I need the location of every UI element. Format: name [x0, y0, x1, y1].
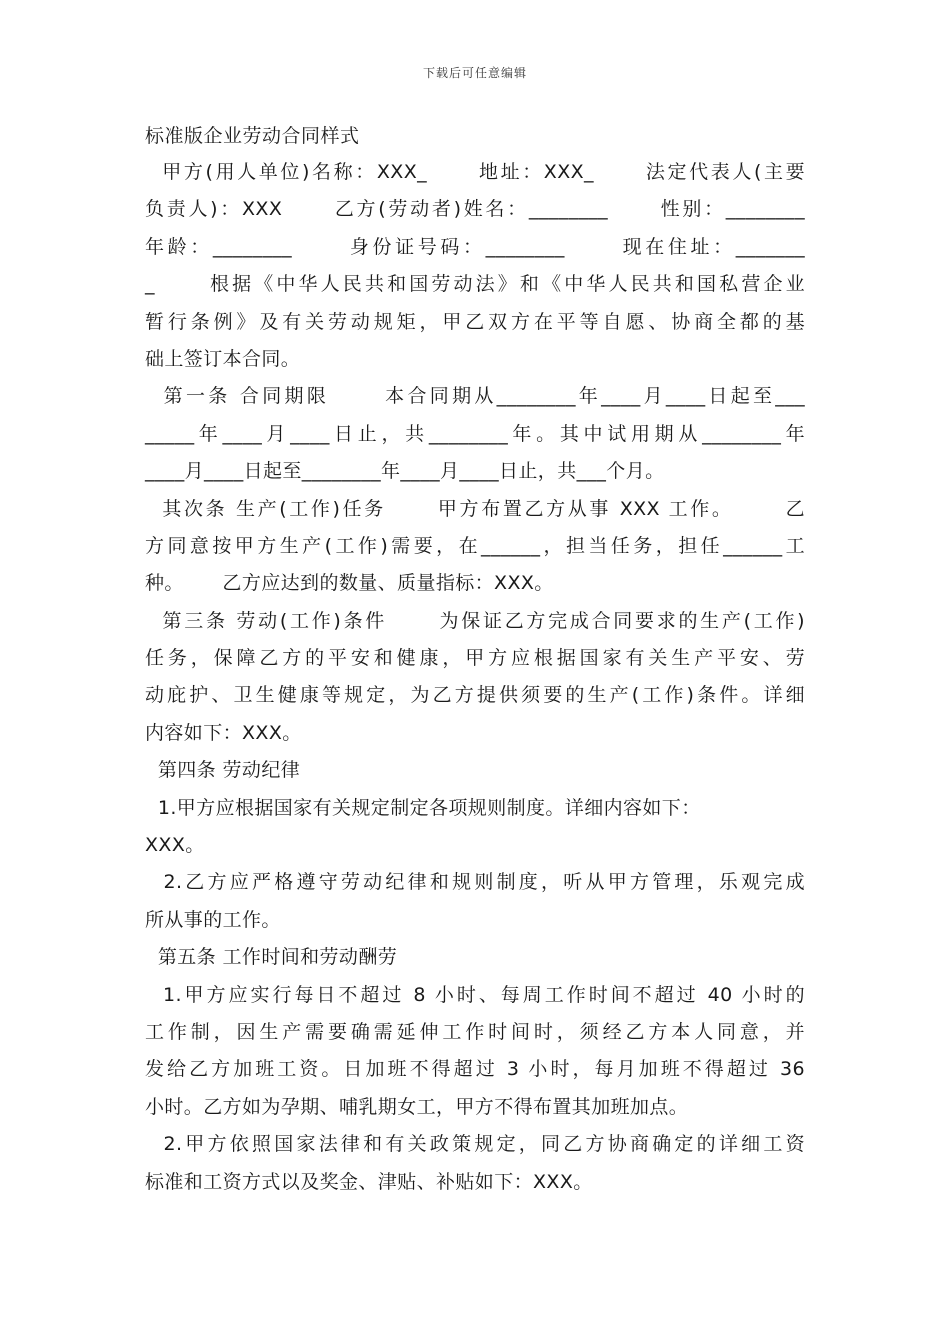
- contract-body: [145, 154, 805, 1201]
- text-line: _____年____月____日止，共________年。其中试用期从________年: [145, 422, 805, 445]
- text-line: 内容如下：XXX。: [145, 721, 302, 744]
- text-line: _ 根据《中华人民共和国劳动法》和《中华人民共和国私营企业: [145, 273, 805, 296]
- text-line: ____月____日起至________年____月____日止，共___个月。: [145, 460, 665, 483]
- text-line: 第五条 工作时间和劳动酬劳: [145, 946, 398, 969]
- document-title: 标准版企业劳动合同样式: [145, 125, 360, 147]
- text-line: 工作制，因生产需要确需延伸工作时间时，须经乙方本人同意，并: [145, 1020, 805, 1043]
- text-line: 小时。乙方如为孕期、哺乳期女工，甲方不得布置其加班加点。: [145, 1095, 689, 1118]
- text-line: 1.甲方应实行每日不超过 8 小时、每周工作时间不超过 40 小时的: [145, 983, 805, 1006]
- text-line: 所从事的工作。: [145, 908, 281, 931]
- text-line: 其次条 生产(工作)任务 甲方布置乙方从事 XXX 工作。 乙: [145, 497, 805, 520]
- text-line: 1.甲方应根据国家有关规定制定各项规则制度。详细内容如下：: [145, 796, 701, 819]
- text-line: 第三条 劳动(工作)条件 为保证乙方完成合同要求的生产(工作): [145, 609, 805, 632]
- text-line: 2.乙方应严格遵守劳动纪律和规则制度，听从甲方管理，乐观完成: [145, 871, 805, 894]
- text-line: 动庇护、卫生健康等规定，为乙方提供须要的生产(工作)条件。详细: [145, 684, 805, 707]
- header-note: 下载后可任意编辑: [422, 66, 527, 80]
- text-line: 负责人)：XXX 乙方(劳动者)姓名：________ 性别：________: [145, 198, 805, 221]
- text-line: 发给乙方加班工资。日加班不得超过 3 小时，每月加班不得超过 36: [145, 1058, 805, 1081]
- text-line: 第四条 劳动纪律: [145, 759, 301, 782]
- text-line: XXX。: [145, 834, 205, 857]
- text-line: 方同意按甲方生产(工作)需要，在______，担当任务，担任______工: [145, 534, 805, 557]
- text-line: 种。 乙方应达到的数量、质量指标：XXX。: [145, 572, 554, 595]
- text-line: 础上签订本合同。: [145, 347, 301, 370]
- text-line: 2.甲方依照国家法律和有关政策规定，同乙方协商确定的详细工资: [145, 1133, 805, 1156]
- text-line: 标准和工资方式以及奖金、津贴、补贴如下：XXX。: [145, 1170, 593, 1193]
- text-line: 任务，保障乙方的平安和健康，甲方应根据国家有关生产平安、劳: [145, 647, 805, 670]
- text-line: 甲方(用人单位)名称：XXX_ 地址：XXX_ 法定代表人(主要: [145, 161, 805, 183]
- text-line: 第一条 合同期限 本合同期从________年____月____日起至___: [145, 385, 805, 408]
- text-line: 暂行条例》及有关劳动规矩，甲乙双方在平等自愿、协商全都的基: [145, 310, 805, 333]
- text-line: 年龄：________ 身份证号码：________ 现在住址：_______: [145, 235, 805, 258]
